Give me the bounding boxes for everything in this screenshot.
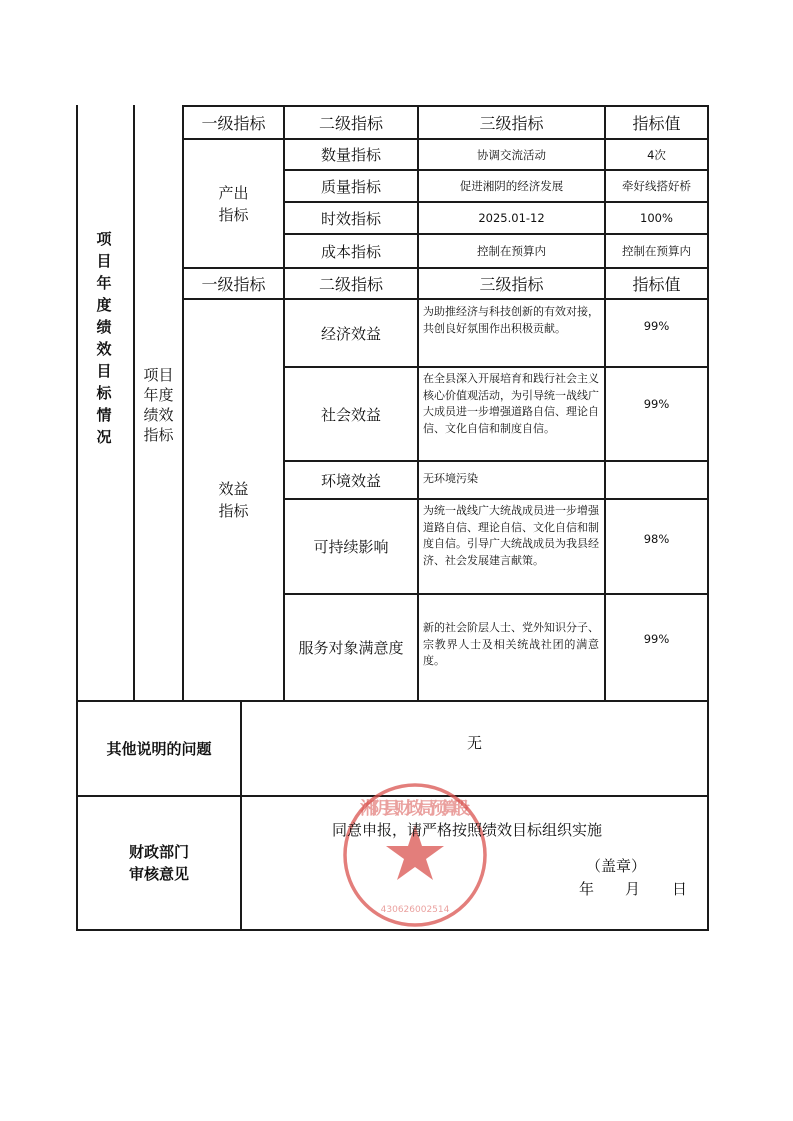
header2-level2: 二级指标 xyxy=(318,275,383,294)
output-row-level3: 控制在预算内 xyxy=(477,244,546,258)
benefit-row-level2: 可持续影响 xyxy=(313,538,389,556)
header1-level3: 三级指标 xyxy=(479,114,544,133)
official-seal xyxy=(340,780,490,930)
benefit-row-level2: 环境效益 xyxy=(320,471,381,490)
date-month: 月 xyxy=(625,880,641,898)
finance-review-label: 财政部门 审核意见 xyxy=(128,843,189,883)
header2-value: 指标值 xyxy=(632,275,681,294)
benefit-row-level3: 为统一战线广大统战成员进一步增强道路自信、理论自信、文化自信和制度自信。引导广大统战成员为我县经济、社会发展建言献策。 xyxy=(423,504,599,567)
benefit-row-level2: 经济效益 xyxy=(320,324,381,343)
other-issues-value: 无 xyxy=(466,733,482,752)
header1-value: 指标值 xyxy=(632,114,681,133)
benefit-row-level3: 新的社会阶层人士、党外知识分子、宗教界人士及相关统战社团的满意度。 xyxy=(423,621,599,667)
output-row-level3: 协调交流活动 xyxy=(477,147,546,162)
header1-level1: 一级指标 xyxy=(201,114,266,133)
output-row-level2: 时效指标 xyxy=(320,209,381,228)
date-day: 日 xyxy=(672,880,688,898)
benefit-row-level2: 社会效益 xyxy=(320,405,381,424)
output-row-level2: 成本指标 xyxy=(320,242,381,261)
header2-level1: 一级指标 xyxy=(201,275,266,294)
output-row-level3: 2025.01-12 xyxy=(478,211,545,225)
date-year: 年 xyxy=(579,880,595,898)
benefit-group-label: 效益指标 xyxy=(218,480,249,520)
benefit-row-level2: 服务对象满意度 xyxy=(298,639,404,657)
benefit-row-level3: 为助推经济与科技创新的有效对接，共创良好氛围作出积极贡献。 xyxy=(423,305,599,335)
output-row-value: 控制在预算内 xyxy=(622,244,691,258)
benefit-row-value: 99% xyxy=(643,397,670,411)
output-row-value: 牵好线搭好桥 xyxy=(622,179,691,193)
output-row-value: 100% xyxy=(640,211,673,225)
section-label: 项目年度绩效目标情况 xyxy=(96,230,112,446)
output-row-level2: 数量指标 xyxy=(320,146,381,164)
seal-number: 430626002514 xyxy=(380,905,450,915)
output-row-value: 4次 xyxy=(647,147,666,162)
output-row-level3: 促进湘阴的经济发展 xyxy=(459,179,564,193)
benefit-row-value xyxy=(606,462,707,498)
benefit-row-value: 99% xyxy=(643,319,670,333)
header1-level2: 二级指标 xyxy=(318,114,383,133)
seal-note: （盖章） xyxy=(586,857,647,875)
other-issues-label: 其他说明的问题 xyxy=(106,740,212,758)
output-group-label: 产出指标 xyxy=(218,183,249,224)
benefit-row-level3: 在全县深入开展培育和践行社会主义核心价值观活动，为引导统一战线广大成员进一步增强道路自信、理论自信、文化自信和制度自信。 xyxy=(423,372,599,435)
finance-review-opinion: 同意申报，请严格按照绩效目标组织实施 xyxy=(332,821,603,839)
output-row-level2: 质量指标 xyxy=(320,177,381,196)
sub-label: 项目年度绩效指标 xyxy=(143,366,174,444)
benefit-row-level3: 无环境污染 xyxy=(423,472,478,485)
benefit-row-value: 98% xyxy=(643,532,670,546)
header2-level3: 三级指标 xyxy=(479,275,544,294)
benefit-row-value: 99% xyxy=(643,632,670,646)
seal-text: 湘阴县财政局预算股 xyxy=(360,799,470,819)
